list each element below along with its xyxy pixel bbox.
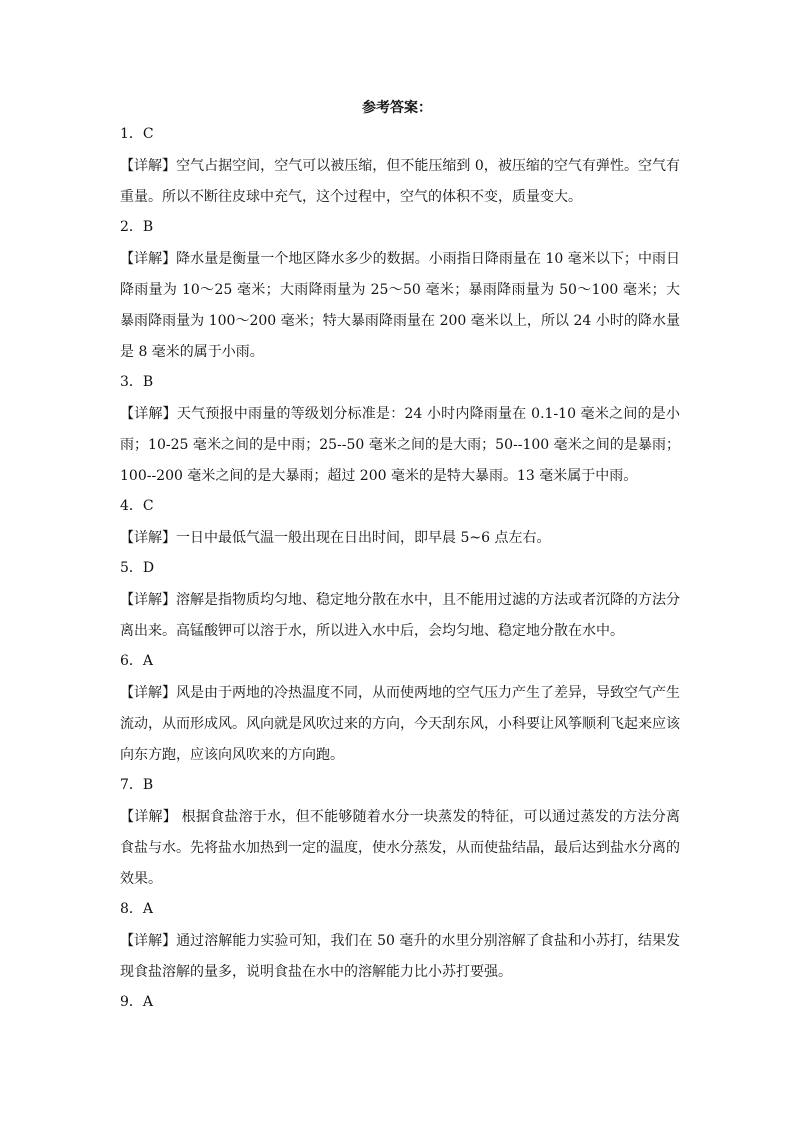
explanation [120, 244, 680, 368]
explanation-tag: 【详解】 [120, 809, 177, 825]
question-number: 8．A [120, 901, 154, 917]
explanation-tag: 【详解】 [120, 933, 177, 949]
explanation-tag: 【详解】 [120, 251, 177, 267]
answer-item-6 [120, 647, 680, 771]
explanation [120, 926, 680, 988]
question-number: 7．B [120, 777, 154, 793]
explanation-text: 空气占据空间，空气可以被压缩，但不能压缩到 0，被压缩的空气有弹性。空气有重量。所以不断往皮球中充气，这个过程中，空气的体积不变，质量变大。 [120, 158, 681, 205]
answer-item-2 [120, 213, 680, 368]
question-number: 6．A [120, 653, 154, 669]
explanation [120, 585, 680, 647]
answer-item-1 [120, 120, 680, 213]
explanation-text: 根据食盐溶于水，但不能够随着水分一块蒸发的特征，可以通过蒸发的方法分离食盐与水。先将盐水加热到一定的温度，使水分蒸发，从而使盐结晶，最后达到盐水分离的效果。 [120, 809, 681, 887]
explanation-text: 一日中最低气温一般出现在日出时间，即早晨 5~6 点左右。 [176, 530, 551, 546]
question-number: 1．C [120, 126, 154, 142]
explanation [120, 678, 680, 771]
question-number: 2．B [120, 219, 154, 235]
explanation-text: 降水量是衡量一个地区降水多少的数据。小雨指日降雨量在 10 毫米以下；中雨日降雨量为 10～25 毫米；大雨降雨量为 25～50 毫米；暴雨降雨量为 50～100 毫米；大暴雨降雨量为 100～200 毫米；特大暴雨降雨量在 200 毫米以上，所以 24 小时的降水量是 8 毫米的属于小雨。 [120, 251, 681, 360]
explanation-tag: 【详解】 [120, 685, 176, 701]
explanation [120, 151, 680, 213]
answer-item-8 [120, 895, 680, 988]
page-title: 参考答案： [362, 100, 432, 116]
explanation-tag: 【详解】 [120, 406, 177, 422]
explanation-tag: 【详解】 [120, 592, 176, 608]
question-number: 5．D [120, 560, 155, 576]
answer-item-7 [120, 771, 680, 895]
answer-item-5 [120, 554, 680, 647]
explanation-text: 通过溶解能力实验可知，我们在 50 毫升的水里分别溶解了食盐和小苏打，结果发现食盐溶解的量多，说明食盐在水中的溶解能力比小苏打要强。 [120, 933, 681, 980]
question-number: 4．C [120, 498, 154, 514]
question-number: 9．A [120, 994, 154, 1010]
explanation-text: 风是由于两地的冷热温度不同，从而使两地的空气压力产生了差异，导致空气产生流动，从而形成风。风向就是风吹过来的方向，今天刮东风，小科要让风筝顺利飞起来应该向东方跑，应该向风吹来的方向跑。 [120, 685, 680, 763]
explanation-tag: 【详解】 [120, 530, 176, 546]
explanation [120, 802, 680, 895]
question-number: 3．B [120, 374, 154, 390]
answer-item-4 [120, 492, 680, 554]
answer-item-9 [120, 988, 680, 1019]
answer-item-3 [120, 368, 680, 492]
explanation-tag: 【详解】 [120, 158, 177, 174]
explanation-text: 天气预报中雨量的等级划分标准是：24 小时内降雨量在 0.1-10 毫米之间的是小雨；10-25 毫米之间的是中雨；25--50 毫米之间的是大雨；50--100 毫米之间的是暴雨；100--200 毫米之间的是大暴雨；超过 200 毫米的是特大暴雨。13 毫米属于中雨。 [120, 406, 680, 484]
explanation [120, 523, 680, 554]
explanation-text: 溶解是指物质均匀地、稳定地分散在水中，且不能用过滤的方法或者沉降的方法分离出来。高锰酸钾可以溶于水，所以进入水中后，会均匀地、稳定地分散在水中。 [120, 592, 680, 639]
explanation [120, 399, 680, 492]
answer-list [120, 120, 680, 1019]
